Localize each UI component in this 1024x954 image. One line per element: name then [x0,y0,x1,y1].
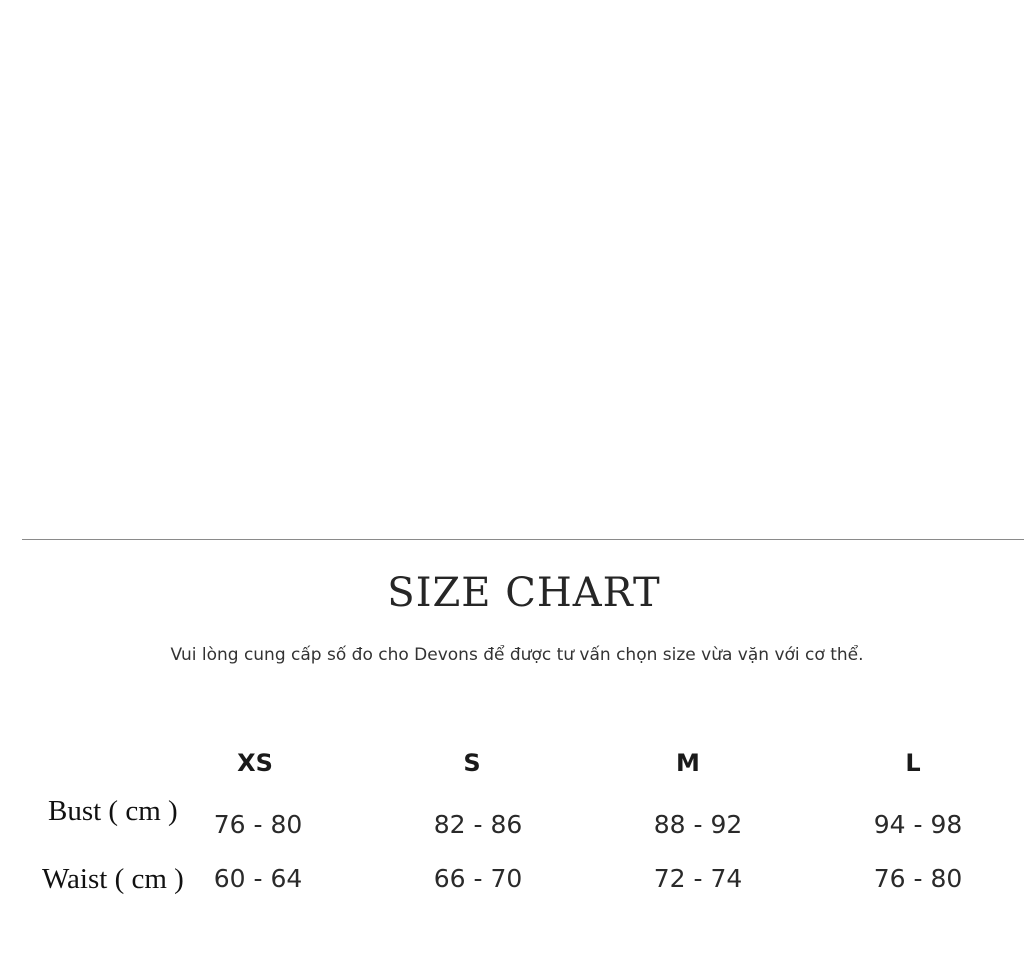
waist-xs-cell: 60 - 64 [213,864,303,893]
bust-l-cell: 94 - 98 [873,810,963,839]
chart-subtitle: Vui lòng cung cấp số đo cho Devons để được tư vấn chọn size vừa vặn với cơ thể. [170,645,864,665]
divider-line [22,539,1024,540]
row-label-waist: Waist ( cm ) [42,863,184,895]
size-header-s: S [463,749,481,777]
bust-xs-cell: 76 - 80 [213,810,303,839]
size-header-xs: XS [237,749,273,777]
waist-l-cell: 76 - 80 [873,864,963,893]
waist-m-cell: 72 - 74 [653,864,743,893]
chart-title: SIZE CHART [387,570,661,616]
bust-m-cell: 88 - 92 [653,810,743,839]
bust-s-cell: 82 - 86 [433,810,523,839]
waist-s-cell: 66 - 70 [433,864,523,893]
size-header-m: M [676,749,700,777]
size-header-l: L [905,749,921,777]
row-label-bust: Bust ( cm ) [48,795,178,827]
